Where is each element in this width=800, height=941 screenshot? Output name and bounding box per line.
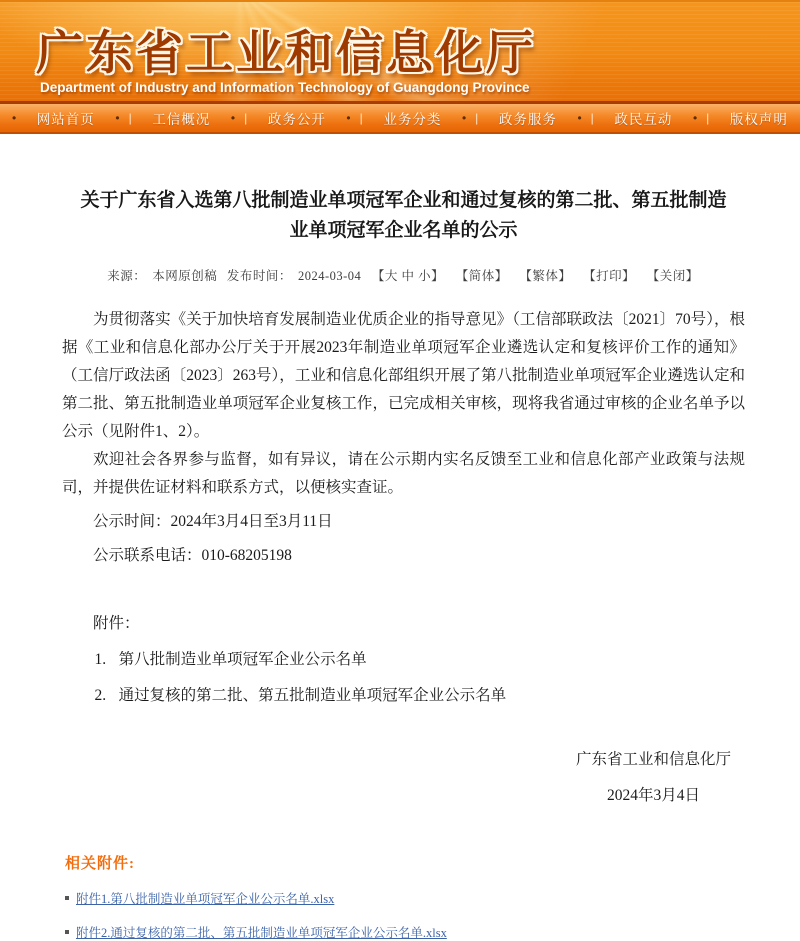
list-bullet-icon: [65, 930, 69, 934]
article-paragraph: 为贯彻落实《关于加快培育发展制造业优质企业的指导意见》（工信部联政法〔2021〕70号），根据《工业和信息化部办公厅关于开展2023年制造业单项冠军企业遴选认定和复核评价工作的通知》（工信厅政法函〔2023〕263号），工业和信息化部组织开展了第八批制造业单项冠军企业遴选认定和第二批、第五批制造业单项冠军企业复核工作，已完成相关审核，现将我省通过审核的企业名单予以公示（见附件1、2）。: [62, 311, 745, 440]
nav-item-copyright[interactable]: 版权声明: [729, 112, 788, 127]
meta-time-value: 2024-03-04: [297, 269, 362, 283]
dot-icon: •: [346, 111, 351, 125]
main-nav: [0, 104, 800, 134]
page-title: 关于广东省入选第八批制造业单项冠军企业和通过复核的第二批、第五批制造业单项冠军企业名单的公示: [80, 190, 727, 241]
divider-bar: |: [128, 111, 132, 125]
divider-bar: |: [244, 111, 248, 125]
nav-separator: [231, 111, 247, 125]
nav-item-public-interaction[interactable]: 政民互动: [614, 112, 673, 127]
related-attachment-link-2[interactable]: 附件2.通过复核的第二批、第五批制造业单项冠军企业公示名单.xlsx: [76, 926, 447, 940]
signature-date: 2024年3月4日: [606, 787, 700, 804]
traditional-button[interactable]: 【繁体】: [519, 269, 572, 283]
divider-bar: |: [590, 111, 594, 125]
divider-bar: |: [475, 111, 479, 125]
site-subtitle: Department of Industry and Information Technology of Guangdong Province: [40, 80, 530, 95]
nav-item-gongxin-overview[interactable]: 工信概况: [152, 112, 211, 127]
meta-source-value: 本网原创稿: [152, 269, 218, 283]
related-link-row: [65, 889, 800, 907]
font-size-button[interactable]: 【大 中 小】: [371, 269, 445, 283]
list-bullet-icon: [65, 896, 69, 900]
simplified-button[interactable]: 【简体】: [455, 269, 508, 283]
meta-source-label: 来源：: [107, 269, 147, 283]
article-meta: [62, 266, 745, 284]
attachment-text: 第八批制造业单项冠军企业公示名单: [118, 651, 367, 668]
related-attachment-link-1[interactable]: 附件1.第八批制造业单项冠军企业公示名单.xlsx: [76, 892, 335, 906]
nav-separator: [693, 111, 709, 125]
nav-item-business-category[interactable]: 业务分类: [383, 112, 442, 127]
attachment-number: 1.: [94, 651, 107, 668]
related-attachments: [0, 810, 800, 941]
nav-separator: [346, 111, 362, 125]
nav-separator: [115, 111, 131, 125]
attachment-item: [62, 682, 745, 710]
related-link-row: [65, 923, 800, 941]
site-banner: [0, 0, 800, 101]
attachments-label: 附件：: [93, 615, 140, 632]
dot-icon: •: [12, 111, 17, 125]
print-button[interactable]: 【打印】: [583, 269, 636, 283]
signature-org: 广东省工业和信息化厅: [575, 751, 731, 768]
dot-icon: •: [577, 111, 582, 125]
attachment-number: 2.: [94, 687, 107, 704]
signature-block: [576, 746, 731, 810]
dot-icon: •: [692, 111, 698, 125]
nav-item-gov-open[interactable]: 政务公开: [267, 112, 326, 127]
article: [0, 134, 800, 810]
publicity-phone: 公示联系电话：010-68205198: [93, 547, 292, 564]
close-button[interactable]: 【关闭】: [646, 269, 699, 283]
dot-icon: •: [230, 111, 236, 125]
dot-icon: •: [461, 111, 467, 125]
nav-separator: [462, 111, 478, 125]
nav-item-homepage[interactable]: 网站首页: [36, 112, 95, 127]
nav-separator: [577, 111, 593, 125]
meta-time-label: 发布时间：: [226, 269, 292, 283]
related-attachments-heading: 相关附件:: [65, 856, 135, 872]
attachment-text: 通过复核的第二批、第五批制造业单项冠军企业公示名单: [118, 687, 507, 704]
article-body: [62, 306, 745, 502]
dot-icon: •: [115, 111, 120, 125]
site-title: 广东省工业和信息化厅: [36, 26, 536, 79]
attachment-item: [62, 646, 745, 674]
nav-item-gov-services[interactable]: 政务服务: [498, 112, 557, 127]
article-paragraph: 欢迎社会各界参与监督，如有异议，请在公示期内实名反馈至工业和信息化部产业政策与法规司，并提供佐证材料和联系方式，以便核实查证。: [62, 451, 745, 496]
divider-bar: |: [359, 111, 363, 125]
publicity-time: 公示时间：2024年3月4日至3月11日: [93, 513, 333, 530]
divider-bar: |: [706, 111, 710, 125]
